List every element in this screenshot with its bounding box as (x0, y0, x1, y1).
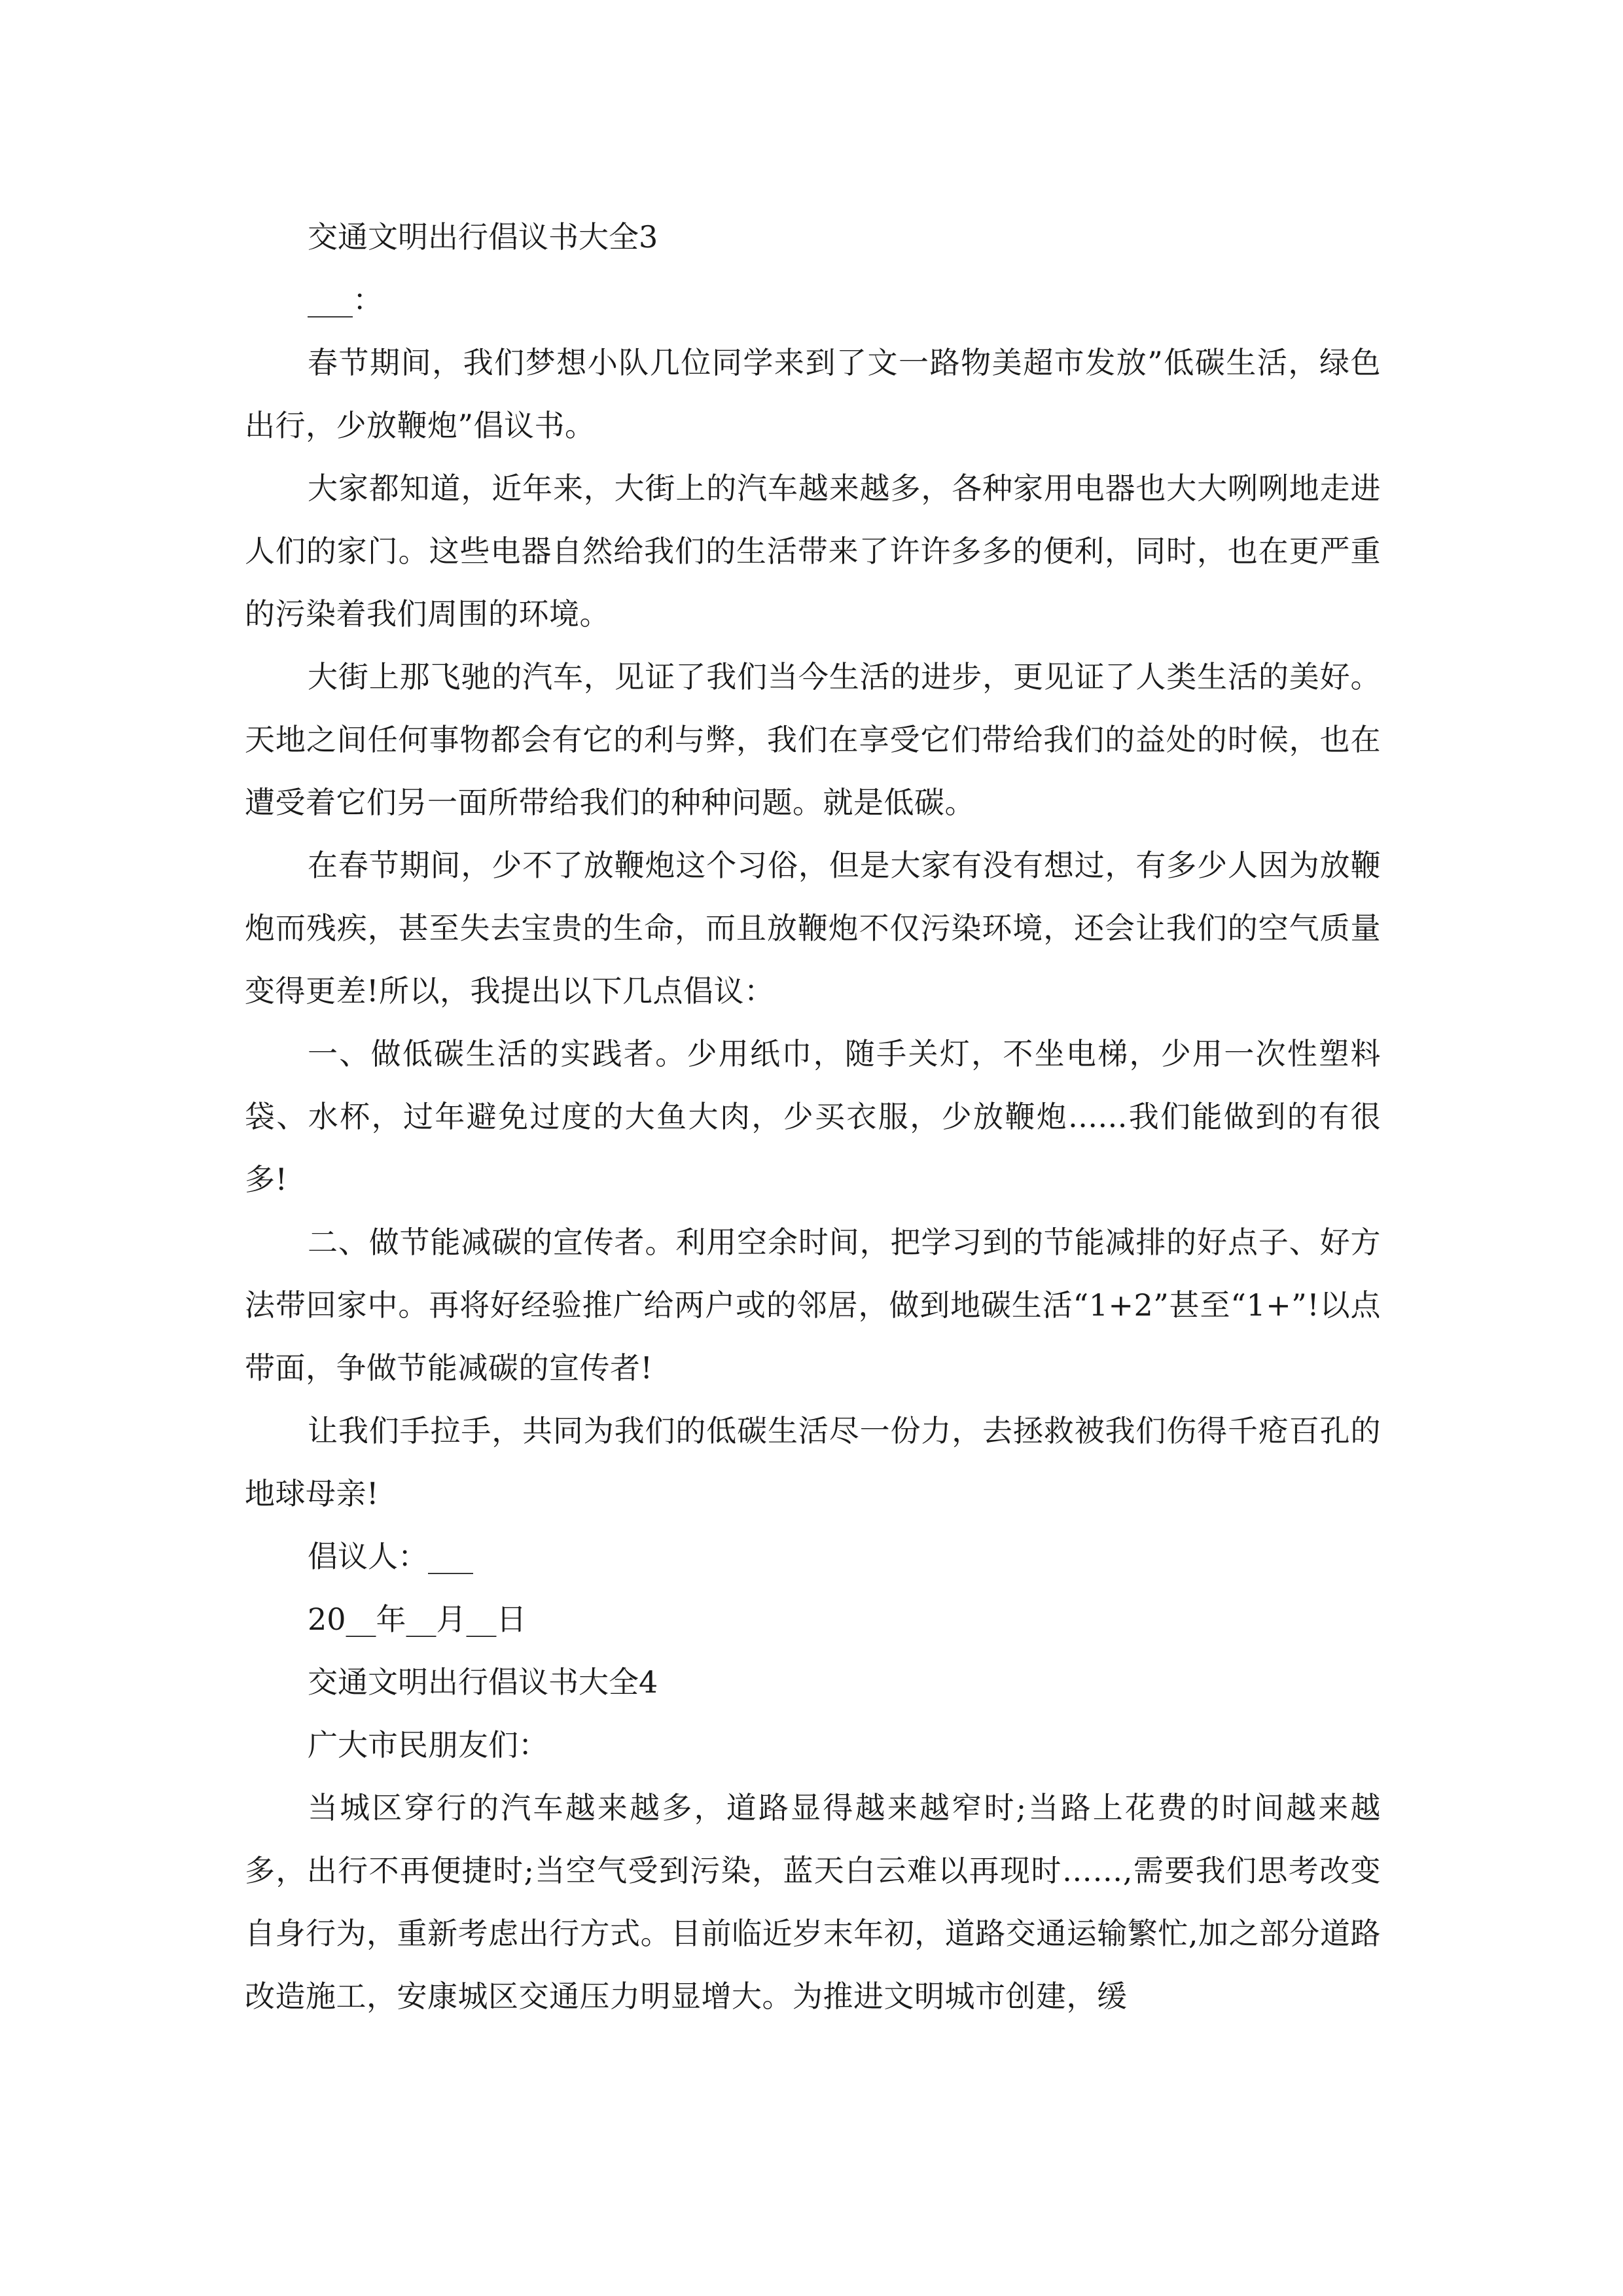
paragraph-3-6: 二、做节能减碳的宣传者。利用空余时间，把学习到的节能减排的好点子、好方法带回家中。再将好经验推广给两户或的邻居，做到地碳生活“1+2”甚至“1+”!以点带面，争做节能减碳的宣传者! (245, 1225, 1381, 1386)
section-4-heading: 交通文明出行倡议书大全4 (308, 1664, 658, 1700)
paragraph-3-5: 一、做低碳生活的实践者。少用纸巾，随手关灯，不坐电梯，少用一次性塑料袋、水杯，过年避免过度的大鱼大肉，少买衣服，少放鞭炮......我们能做到的有很多! (245, 1036, 1381, 1197)
date-line: 20__年__月__日 (308, 1602, 527, 1637)
section-3-heading: 交通文明出行倡议书大全3 (308, 219, 658, 255)
section-4-salutation: 广大市民朋友们： (308, 1727, 548, 1763)
signer-line: 倡议人：___ (308, 1539, 473, 1574)
document-page (245, 206, 1381, 2028)
paragraph-4-1: 当城区穿行的汽车越来越多，道路显得越来越窄时;当路上花费的时间越来越多，出行不再便捷时;当空气受到污染，蓝天白云难以再现时……,需要我们思考改变自身行为，重新考虑出行方式。目前临近岁末年初，道路交通运输繁忙,加之部分道路改造施工，安康城区交通压力明显增大。为推进文明城市创建，缓 (245, 1790, 1381, 2014)
paragraph-3-7: 让我们手拉手，共同为我们的低碳生活尽一份力，去拯救被我们伤得千疮百孔的地球母亲! (245, 1413, 1381, 1511)
section-3-salutation: ___： (308, 282, 383, 317)
paragraph-3-3: 大街上那飞驰的汽车，见证了我们当今生活的进步，更见证了人类生活的美好。天地之间任何事物都会有它的利与弊，我们在享受它们带给我们的益处的时候，也在遭受着它们另一面所带给我们的种种问题。就是低碳。 (245, 659, 1381, 820)
paragraph-3-4: 在春节期间，少不了放鞭炮这个习俗，但是大家有没有想过，有多少人因为放鞭炮而残疾，甚至失去宝贵的生命，而且放鞭炮不仅污染环境，还会让我们的空气质量变得更差!所以，我提出以下几点倡议： (245, 848, 1381, 1009)
paragraph-3-1: 春节期间，我们梦想小队几位同学来到了文一路物美超市发放”低碳生活，绿色出行，少放鞭炮”倡议书。 (245, 345, 1381, 443)
paragraph-3-2: 大家都知道，近年来，大街上的汽车越来越多，各种家用电器也大大咧咧地走进人们的家门。这些电器自然给我们的生活带来了许许多多的便利，同时，也在更严重的污染着我们周围的环境。 (245, 471, 1381, 632)
